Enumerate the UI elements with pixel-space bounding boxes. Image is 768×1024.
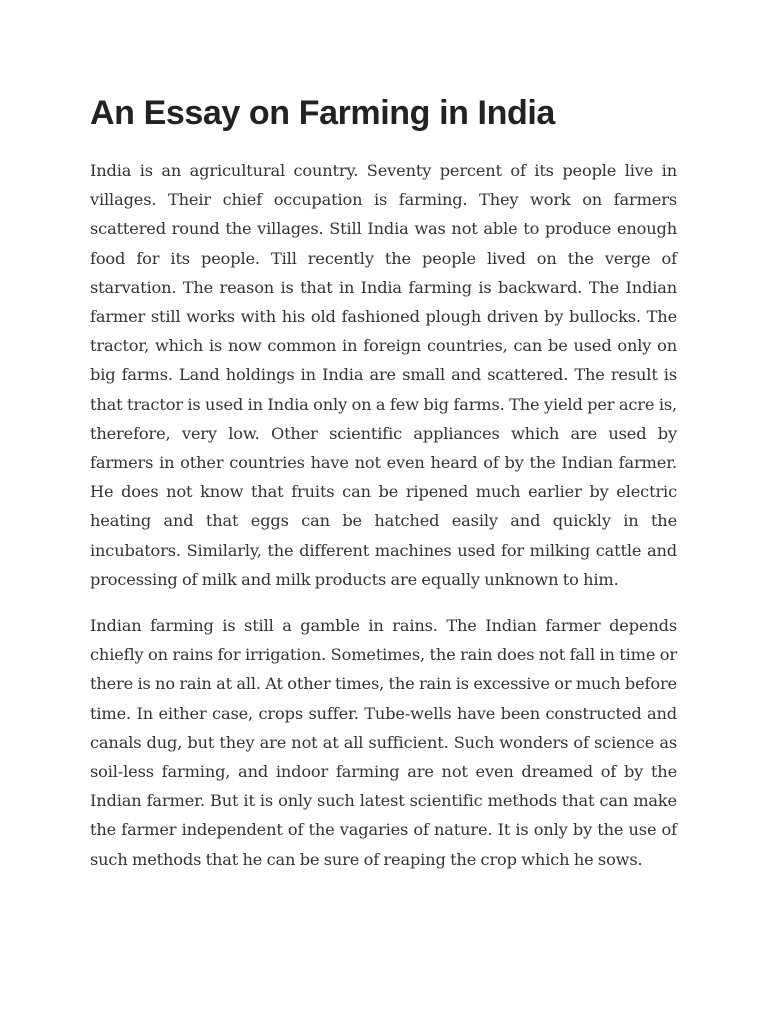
paragraph-1: India is an agricultural country. Seventy percent of its people live in villages. Their chief occupation is farming. They work on farmers scattered round the villages. Still India was not able to produce enough food for its people. Till recently the people lived on the verge of starvation. The reason is that in India farming is backward. The Indian farmer still works with his old fashioned plough driven by bullocks. The tractor, which is now common in foreign countries, can be used only on big farms. Land holdings in India are small and scattered. The result is that tractor is used in India only on a few big farms. The yield per acre is, therefore, very low. Other scientific appliances which are used by farmers in other countries have not even heard of by the Indian farmer. He does not know that fruits can be ripened much earlier by electric heating and that eggs can be hatched easily and quickly in the incubators. Similarly, the different machines used for milking cattle and processing of milk and milk products are equally unknown to him. bbox=[90, 161, 677, 589]
paragraph-2: Indian farming is still a gamble in rains. The Indian farmer depends chiefly on rains for irrigation. Sometimes, the rain does not fall in time or there is no rain at all. At other times, the rain is excessive or much before time. In either case, crops suffer. Tube-wells have been constructed and canals dug, but they are not at all sufficient. Such wonders of science as soil-less farming, and indoor farming are not even dreamed of by the Indian farmer. But it is only such latest scientific methods that can make the farmer independent of the vagaries of nature. It is only by the use of such methods that he can be sure of reaping the crop which he sows. bbox=[90, 616, 677, 869]
essay-title: An Essay on Farming in India bbox=[90, 94, 555, 132]
essay-body bbox=[90, 90, 677, 874]
